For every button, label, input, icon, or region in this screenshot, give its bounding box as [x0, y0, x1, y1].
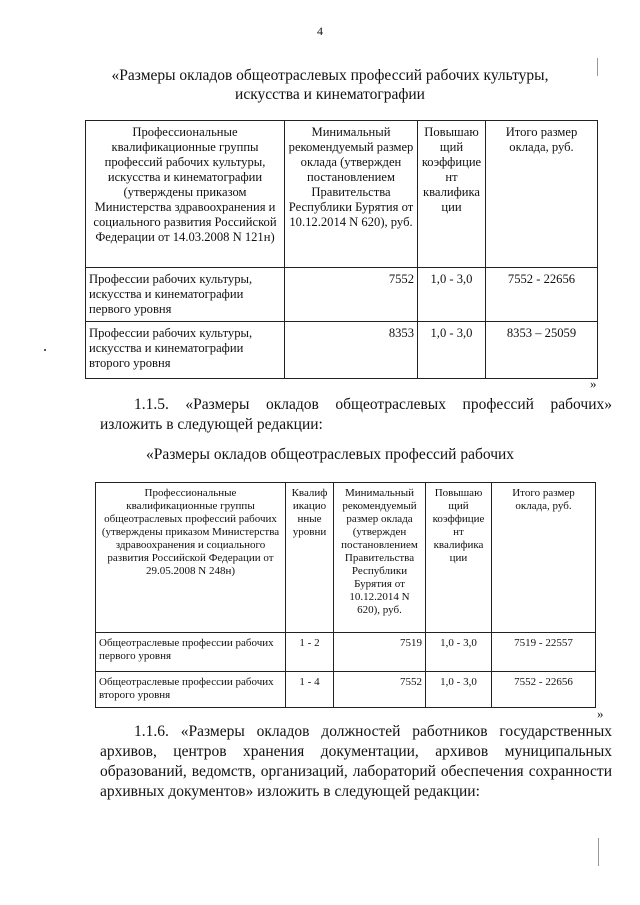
header-coefficient: Повышаю щий коэффицие нт квалифика ции — [418, 121, 486, 268]
cell-salary: 7552 — [285, 268, 418, 322]
header-minimum-salary: Минимальный рекомендуемый размер оклада (утвержден постановлением Правительства Республики Бурятия от 10.12.2014 N 620), руб. — [334, 483, 426, 633]
section1-closing-quote: » — [590, 376, 597, 391]
cell-group: Общеотраслевые профессии рабочих второго уровня — [96, 672, 286, 708]
table-row — [86, 268, 598, 322]
header-total-salary: Итого размер оклада, руб. — [492, 483, 596, 633]
section1-title-line2: искусства и кинематографии — [235, 86, 425, 103]
page-number: 4 — [317, 24, 323, 38]
cell-coefficient: 1,0 - 3,0 — [426, 672, 492, 708]
table-header-row — [96, 483, 596, 633]
cell-total: 7519 - 22557 — [492, 633, 596, 672]
cell-coefficient: 1,0 - 3,0 — [418, 268, 486, 322]
cell-salary: 7552 — [334, 672, 426, 708]
table-row — [86, 322, 598, 379]
section1-title — [60, 66, 600, 104]
general-workers-salary-table — [95, 482, 596, 708]
cell-salary: 8353 — [285, 322, 418, 379]
culture-workers-salary-table — [85, 120, 598, 379]
header-qualification-levels: Квалиф икацио нные уровни — [286, 483, 334, 633]
cell-level: 1 - 4 — [286, 672, 334, 708]
paragraph-1-1-5 — [100, 395, 612, 435]
cell-group: Профессии рабочих культуры, искусства и кинематографии первого уровня — [86, 268, 285, 322]
header-minimum-salary: Минимальный рекомендуемый размер оклада (утвержден постановлением Правительства Республики Бурятия от 10.12.2014 N 620), руб. — [285, 121, 418, 268]
table-header-row — [86, 121, 598, 268]
scan-speck — [44, 349, 46, 351]
scan-margin-mark — [597, 58, 598, 76]
cell-total: 7552 - 22656 — [492, 672, 596, 708]
cell-group: Общеотраслевые профессии рабочих первого уровня — [96, 633, 286, 672]
section2-closing-quote: » — [597, 706, 604, 721]
cell-level: 1 - 2 — [286, 633, 334, 672]
table-row — [96, 633, 596, 672]
cell-total: 7552 - 22656 — [486, 268, 598, 322]
paragraph-1-1-5-text: 1.1.5. «Размеры окладов общеотраслевых профессий рабочих» изложить в следующей редакции: — [100, 396, 612, 433]
table-row — [96, 672, 596, 708]
header-qualification-groups: Профессиональные квалификационные группы общеотраслевых профессий рабочих (утверждены приказом Министерства здравоохранения и социального развития Российской Федерации от 29.05.2008 N 248н) — [96, 483, 286, 633]
header-qualification-groups: Профессиональные квалификационные группы профессий рабочих культуры, искусства и кинематографии (утверждены приказом Министерства здравоохранения и социального развития Российской Федерации от 14.03.2008 N 121н) — [86, 121, 285, 268]
scan-margin-mark — [598, 838, 599, 866]
section1-title-line1: «Размеры окладов общеотраслевых профессий рабочих культуры, — [111, 67, 549, 84]
cell-coefficient: 1,0 - 3,0 — [426, 633, 492, 672]
cell-coefficient: 1,0 - 3,0 — [418, 322, 486, 379]
paragraph-1-1-6 — [100, 722, 612, 802]
cell-total: 8353 – 25059 — [486, 322, 598, 379]
cell-salary: 7519 — [334, 633, 426, 672]
header-total-salary: Итого размер оклада, руб. — [486, 121, 598, 268]
cell-group: Профессии рабочих культуры, искусства и кинематографии второго уровня — [86, 322, 285, 379]
header-coefficient: Повышаю щий коэффицие нт квалифика ции — [426, 483, 492, 633]
section2-title: «Размеры окладов общеотраслевых профессий рабочих — [145, 446, 515, 463]
paragraph-1-1-6-text: 1.1.6. «Размеры окладов должностей работников государственных архивов, центров хранения документации, архивов муниципальных образований, ведомств, организаций, лабораторий обеспечения сохранности архивных документов» изложить в следующей редакции: — [100, 723, 612, 800]
